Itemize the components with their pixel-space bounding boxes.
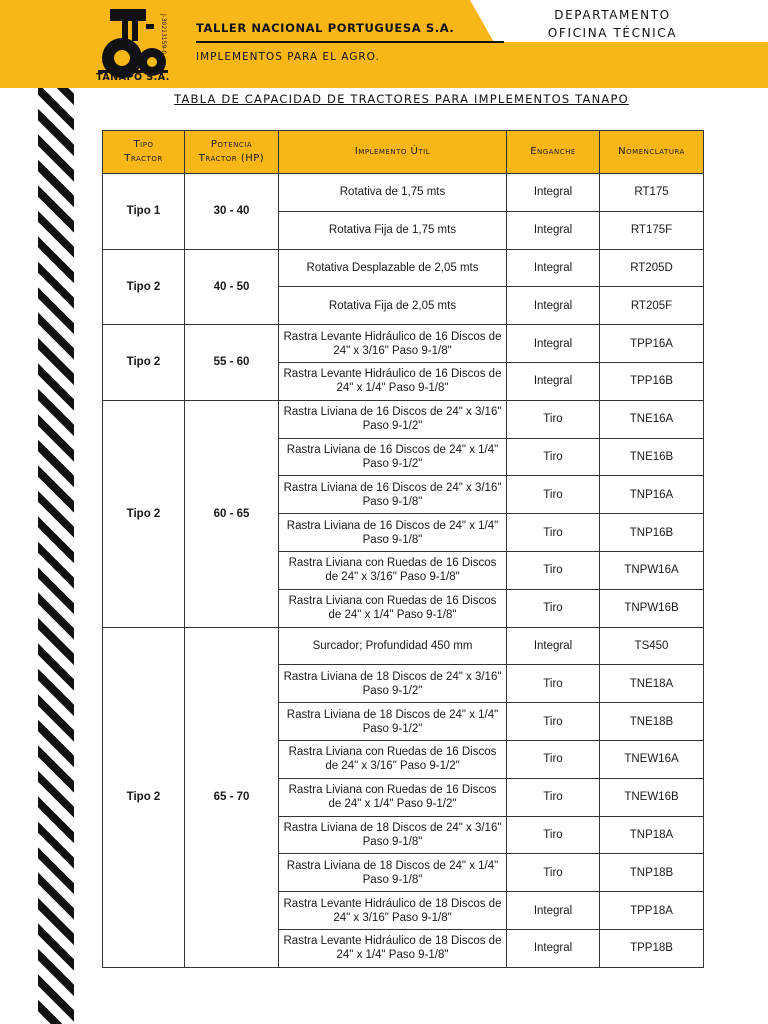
- cell-potencia: 30 - 40: [185, 174, 279, 250]
- cell-nomenclatura: RT175F: [600, 211, 704, 249]
- cell-implemento: Rotativa de 1,75 mts: [279, 174, 507, 212]
- cell-enganche: Tiro: [507, 703, 600, 741]
- cell-enganche: Integral: [507, 362, 600, 400]
- rif-number: J-30213159-0: [160, 14, 167, 55]
- cell-implemento: Rastra Liviana de 18 Discos de 24" x 3/16" Paso 9-1/8": [279, 816, 507, 854]
- cell-implemento: Rastra Liviana con Ruedas de 16 Discos de 24" x 1/4" Paso 9-1/8": [279, 589, 507, 627]
- page-title: TABLA DE CAPACIDAD DE TRACTORES PARA IMPLEMENTOS TANAPO: [174, 92, 629, 106]
- cell-nomenclatura: TPP18B: [600, 929, 704, 967]
- department-label: [520, 6, 705, 42]
- cell-enganche: Tiro: [507, 438, 600, 476]
- cell-enganche: Tiro: [507, 589, 600, 627]
- cell-enganche: Integral: [507, 287, 600, 325]
- cell-enganche: Tiro: [507, 551, 600, 589]
- cell-enganche: Tiro: [507, 816, 600, 854]
- header-nomenclatura: Nomenclatura: [600, 131, 704, 174]
- cell-enganche: Tiro: [507, 740, 600, 778]
- cell-nomenclatura: TPP16B: [600, 362, 704, 400]
- cell-nomenclatura: TNE16B: [600, 438, 704, 476]
- cell-nomenclatura: TNEW16B: [600, 778, 704, 816]
- cell-nomenclatura: TNP16B: [600, 514, 704, 552]
- cell-enganche: Tiro: [507, 665, 600, 703]
- cell-potencia: 55 - 60: [185, 325, 279, 401]
- cell-nomenclatura: TNE18B: [600, 703, 704, 741]
- company-subtitle: IMPLEMENTOS PARA EL AGRO.: [196, 51, 380, 63]
- cell-nomenclatura: TNE16A: [600, 400, 704, 438]
- department-line-1: DEPARTAMENTO: [554, 8, 671, 22]
- cell-implemento: Rotativa Fija de 1,75 mts: [279, 211, 507, 249]
- cell-enganche: Tiro: [507, 514, 600, 552]
- cell-potencia: 60 - 65: [185, 400, 279, 627]
- cell-enganche: Integral: [507, 211, 600, 249]
- header-enganche: Enganche: [507, 131, 600, 174]
- table-row: [103, 249, 704, 287]
- hazard-stripes: [0, 0, 74, 1024]
- cell-nomenclatura: RT175: [600, 174, 704, 212]
- cell-implemento: Rastra Liviana de 16 Discos de 24" x 3/16" Paso 9-1/2": [279, 400, 507, 438]
- cell-implemento: Rastra Liviana de 18 Discos de 24" x 1/4" Paso 9-1/2": [279, 703, 507, 741]
- cell-implemento: Rastra Liviana con Ruedas de 16 Discos de 24" x 1/4" Paso 9-1/2": [279, 778, 507, 816]
- cell-enganche: Integral: [507, 627, 600, 665]
- cell-implemento: Rotativa Fija de 2,05 mts: [279, 287, 507, 325]
- cell-nomenclatura: RT205F: [600, 287, 704, 325]
- cell-implemento: Rastra Levante Hidráulico de 18 Discos de 24" x 3/16" Paso 9-1/8": [279, 892, 507, 930]
- cell-implemento: Rastra Liviana de 18 Discos de 24" x 1/4" Paso 9-1/8": [279, 854, 507, 892]
- department-line-2: OFICINA TÉCNICA: [547, 26, 678, 40]
- header-implemento: Implemento Útil: [279, 131, 507, 174]
- table-body: [103, 174, 704, 968]
- cell-implemento: Rastra Liviana con Ruedas de 16 Discos de 24" x 3/16" Paso 9-1/2": [279, 740, 507, 778]
- cell-implemento: Surcador; Profundidad 450 mm: [279, 627, 507, 665]
- cell-nomenclatura: TNP18A: [600, 816, 704, 854]
- cell-implemento: Rotativa Desplazable de 2,05 mts: [279, 249, 507, 287]
- header-potencia-line-2: Tractor (HP): [198, 153, 265, 164]
- capacity-table: [102, 130, 704, 968]
- header-potencia-line-1: Potencia: [210, 139, 253, 150]
- cell-enganche: Tiro: [507, 778, 600, 816]
- cell-nomenclatura: TNE18A: [600, 665, 704, 703]
- cell-implemento: Rastra Levante Hidráulico de 16 Discos de 24" x 1/4" Paso 9-1/8": [279, 362, 507, 400]
- cell-potencia: 40 - 50: [185, 249, 279, 325]
- table-row: [103, 174, 704, 212]
- table-row: [103, 325, 704, 363]
- cell-enganche: Tiro: [507, 854, 600, 892]
- cell-nomenclatura: TNP18B: [600, 854, 704, 892]
- cell-implemento: Rastra Levante Hidráulico de 18 Discos de 24" x 1/4" Paso 9-1/8": [279, 929, 507, 967]
- cell-enganche: Integral: [507, 325, 600, 363]
- cell-implemento: Rastra Liviana de 16 Discos de 24" x 1/4" Paso 9-1/8": [279, 514, 507, 552]
- cell-nomenclatura: TNPW16B: [600, 589, 704, 627]
- cell-nomenclatura: TNPW16A: [600, 551, 704, 589]
- header-tipo-line-2: Tractor: [124, 153, 163, 164]
- cell-nomenclatura: RT205D: [600, 249, 704, 287]
- cell-tipo: Tipo 2: [103, 249, 185, 325]
- table-row: [103, 400, 704, 438]
- cell-implemento: Rastra Levante Hidráulico de 16 Discos de 24" x 3/16" Paso 9-1/8": [279, 325, 507, 363]
- cell-implemento: Rastra Liviana con Ruedas de 16 Discos de 24" x 3/16" Paso 9-1/8": [279, 551, 507, 589]
- cell-nomenclatura: TNEW16A: [600, 740, 704, 778]
- cell-nomenclatura: TNP16A: [600, 476, 704, 514]
- cell-implemento: Rastra Liviana de 16 Discos de 24" x 1/4" Paso 9-1/2": [279, 438, 507, 476]
- cell-nomenclatura: TS450: [600, 627, 704, 665]
- cell-enganche: Integral: [507, 249, 600, 287]
- cell-enganche: Tiro: [507, 400, 600, 438]
- cell-tipo: Tipo 2: [103, 325, 185, 401]
- cell-enganche: Integral: [507, 892, 600, 930]
- cell-tipo: Tipo 2: [103, 400, 185, 627]
- cell-enganche: Integral: [507, 174, 600, 212]
- company-name: TALLER NACIONAL PORTUGUESA S.A.: [196, 21, 455, 35]
- header-divider: [196, 41, 504, 43]
- cell-nomenclatura: TPP18A: [600, 892, 704, 930]
- cell-tipo: Tipo 1: [103, 174, 185, 250]
- cell-enganche: Tiro: [507, 476, 600, 514]
- cell-potencia: 65 - 70: [185, 627, 279, 967]
- cell-tipo: Tipo 2: [103, 627, 185, 967]
- cell-implemento: Rastra Liviana de 16 Discos de 24" x 3/16" Paso 9-1/8": [279, 476, 507, 514]
- cell-nomenclatura: TPP16A: [600, 325, 704, 363]
- header-tipo: [103, 131, 185, 174]
- logo-text: TANAPO S.A.: [96, 72, 170, 83]
- cell-implemento: Rastra Liviana de 18 Discos de 24" x 3/16" Paso 9-1/2": [279, 665, 507, 703]
- table-row: [103, 627, 704, 665]
- cell-enganche: Integral: [507, 929, 600, 967]
- header-tipo-line-1: Tipo: [133, 139, 154, 150]
- header-potencia: [185, 131, 279, 174]
- table-header-row: [103, 131, 704, 174]
